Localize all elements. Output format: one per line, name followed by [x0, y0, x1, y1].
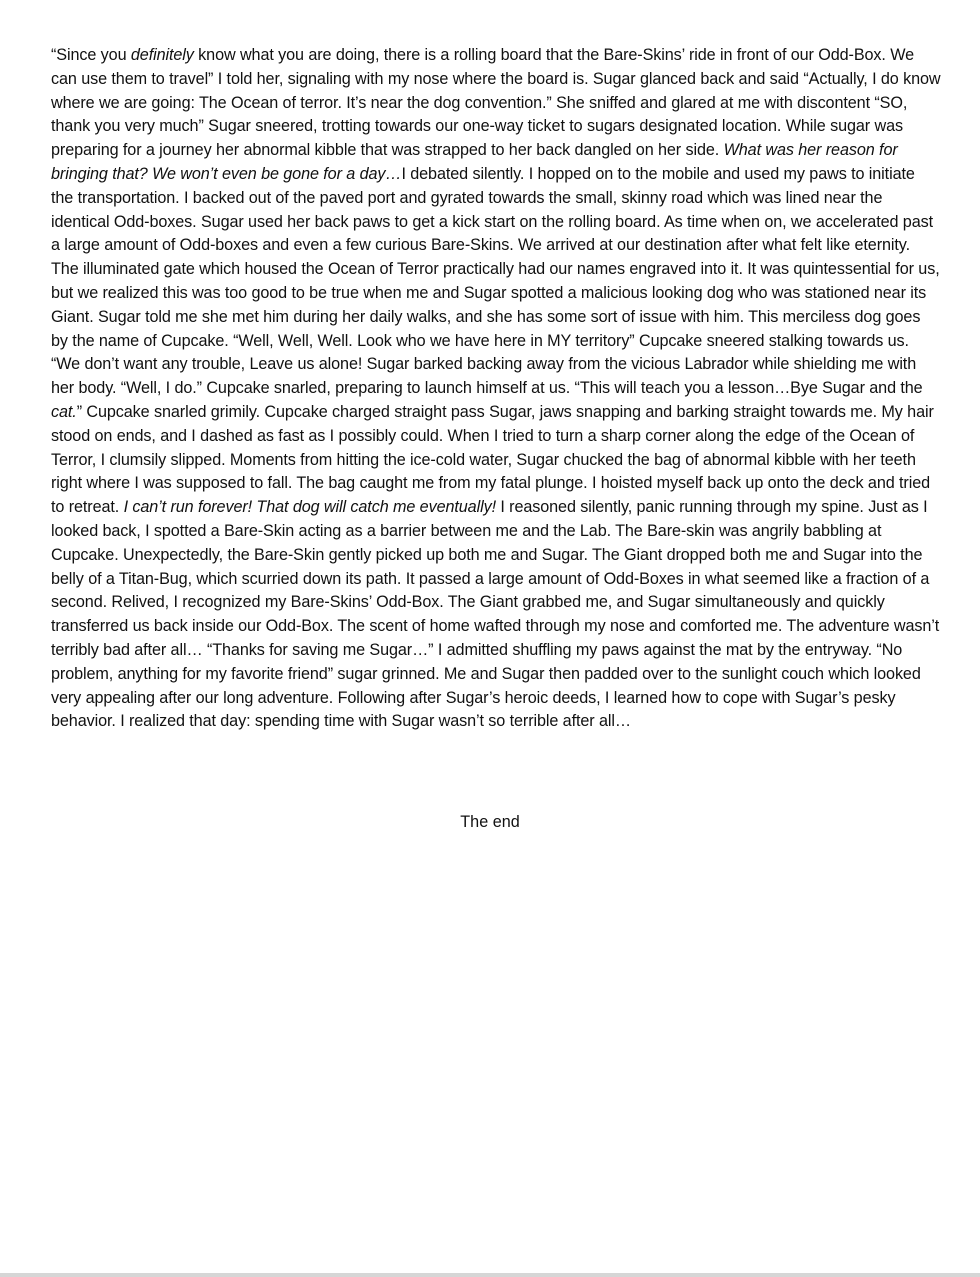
- story-text-segment: know what you are doing, there is a rolling board that the Bare-Skins’ ride in front of our Odd-Box. We can use them to travel” I told her, signaling with my nose where the board is. Sugar glanced back and said “Actually, I do know where we are going: The Ocean of terror. It’s near the dog convention.” She sniffed and glared at me with discontent “SO, thank you very much” Sugar sneered, trotting towards our one-way ticket to sugars designated location. While sugar was preparing for a journey her abnormal kibble that was strapped to her back dangled on her side.: [51, 46, 941, 160]
- story-italic-segment: cat.: [51, 402, 77, 421]
- page-bottom-edge: [0, 1273, 980, 1277]
- story-italic-segment: What was her reason for bringing that? We won’t even be gone for a day…: [51, 141, 898, 183]
- story-paragraph: [51, 44, 941, 734]
- story-text-segment: I reasoned silently, panic running through my spine. Just as I looked back, I spotted a Bare-Skin acting as a barrier between me and the Lab. The Bare-skin was angrily babbling at Cupcake. Unexpectedly, the Bare-Skin gently picked up both me and Sugar. The Giant dropped both me and Sugar into the belly of a Titan-Bug, which scurried down its path. It passed a large amount of Odd-Boxes in what seemed like a fraction of a second. Relived, I recognized my Bare-Skins’ Odd-Box. The Giant grabbed me, and Sugar simultaneously and quickly transferred us back inside our Odd-Box. The scent of home wafted through my nose and comforted me. The adventure wasn’t terribly bad after all… “Thanks for saving me Sugar…” I admitted shuffling my paws against the mat by the entryway. “No problem, anything for my favorite friend” sugar grinned. Me and Sugar then padded over to the sunlight couch which looked very appealing after our long adventure. Following after Sugar’s heroic deeds, I learned how to cope with Sugar’s pesky behavior. I realized that day: spending time with Sugar wasn’t so terrible after all…: [51, 498, 940, 731]
- story-italic-segment: I can’t run forever! That dog will catch me eventually!: [123, 498, 496, 517]
- the-end-caption: The end: [460, 813, 520, 831]
- story-text-segment: I debated silently. I hopped on to the mobile and used my paws to initiate the transportation. I backed out of the paved port and gyrated towards the small, skinny road which was lined near the identical Odd-boxes. Sugar used her back paws to get a kick start on the rolling board. As time when on, we accelerated past a large amount of Odd-boxes and even a few curious Bare-Skins. We arrived at our destination after what felt like eternity. The illuminated gate which housed the Ocean of Terror practically had our names engraved into it. It was quintessential for us, but we realized this was too good to be true when me and Sugar spotted a malicious looking dog who was stationed near its Giant. Sugar told me she met him during her daily walks, and she has some sort of issue with him. This merciless dog goes by the name of Cupcake. “Well, Well, Well. Look who we have here in MY territory” Cupcake sneered stalking towards us. “We don’t want any trouble, Leave us alone! Sugar barked backing away from the vicious Labrador while shielding me with her body. “Well, I do.” Cupcake snarled, preparing to launch himself at us. “This will teach you a lesson…Bye Sugar and the: [51, 164, 940, 398]
- story-text-segment: “Since you: [51, 46, 131, 64]
- story-italic-segment: definitely: [130, 46, 194, 64]
- story-text-segment: ” Cupcake snarled grimily. Cupcake charged straight pass Sugar, jaws snapping and barking straight towards me. My hair stood on ends, and I dashed as fast as I possibly could. When I tried to turn a sharp corner along the edge of the Ocean of Terror, I clumsily slipped. Moments from hitting the ice-cold water, Sugar chucked the bag of abnormal kibble with her teeth right where I was supposed to fall. The bag caught me from my fatal plunge. I hoisted myself back up onto the deck and tried to retreat.: [51, 402, 934, 517]
